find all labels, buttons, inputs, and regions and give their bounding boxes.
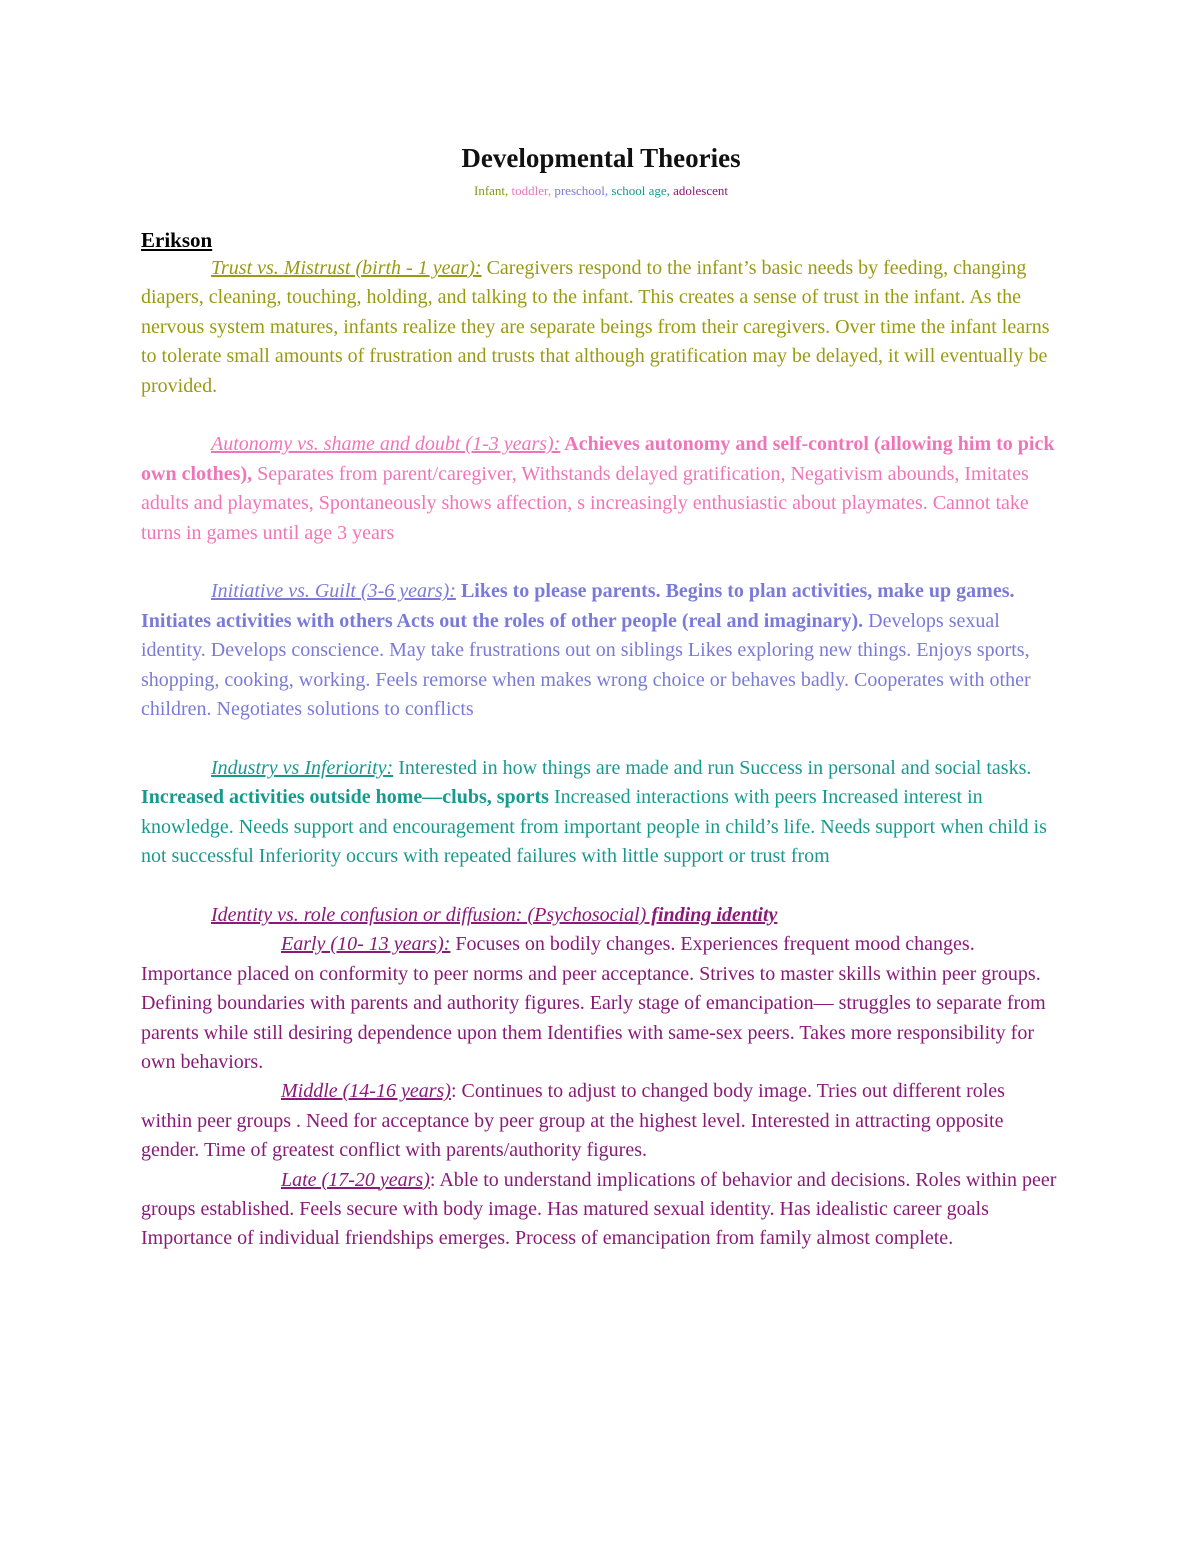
stage-identity-heading-line — [141, 901, 1061, 930]
stage-trust-text: Caregivers respond to the infant’s basic needs by feeding, changing diapers, cleaning, touching, holding, and talking to the infant. This creates a sense of trust in the infant. As the nervous system matures, infants realize they are separate beings from their caregivers. Over time the infant learns to tolerate small amounts of frustration and trusts that although gratification may be delayed, it will eventually be provided. — [141, 257, 1050, 397]
identity-late-paragraph — [141, 1166, 1061, 1254]
document-content — [141, 140, 1061, 1254]
stage-industry-text-b: Increased interactions with peers Increased interest in knowledge. Needs support and encouragement from important people in child’s life. Needs support when child is not successful Inferiority occurs with repeated failures with little support or trust from — [141, 786, 1047, 868]
subtitle-preschool: preschool — [554, 183, 605, 198]
identity-late-heading: Late (17-20 years) — [281, 1168, 430, 1191]
subtitle-separator: , — [666, 183, 674, 198]
identity-early-paragraph — [141, 930, 1061, 1077]
subtitle-separator: , — [547, 183, 555, 198]
stage-identity-heading-bold: finding identity — [646, 903, 778, 926]
stage-industry-text-a: Interested in how things are made and run Success in personal and social tasks. — [393, 756, 1032, 779]
stage-initiative-paragraph — [141, 577, 1061, 724]
identity-early-heading: Early (10- 13 years): — [281, 933, 451, 956]
stage-autonomy-bold-text: Achieves autonomy and self-control (allowing him to pick own clothes), — [141, 433, 1055, 485]
identity-middle-text: : Continues to adjust to changed body image. Tries out different roles within peer groups . Need for acceptance by peer group at the highest level. Interested in attracting opposite gender. Time of greatest conflict with parents/authority figures. — [141, 1080, 1005, 1162]
stage-initiative-heading: Initiative vs. Guilt (3-6 years): — [211, 580, 456, 603]
identity-early-text: Focuses on bodily changes. Experiences frequent mood changes. Importance placed on conformity to peer norms and peer acceptance. Strives to master skills within peer groups. Defining boundaries with parents and authority figures. Early stage of emancipation— struggles to separate from parents while still desiring dependence upon them Identifies with same-sex peers. Takes more responsibility for own behaviors. — [141, 933, 1046, 1073]
identity-middle-paragraph — [141, 1077, 1061, 1165]
stage-identity-heading: Identity vs. role confusion or diffusion: (Psychosocial) — [211, 903, 647, 926]
page-title: Developmental Theories — [461, 143, 741, 173]
stage-trust-heading: Trust vs. Mistrust (birth - 1 year): — [211, 257, 482, 279]
stage-autonomy-text: Separates from parent/caregiver, Withstands delayed gratification, Negativism abounds, Imitates adults and playmates, Spontaneously shows affection, s increasingly enthusiastic about playmates. Cannot take turns in games until age 3 years — [141, 462, 1029, 544]
stage-trust-paragraph — [141, 254, 1061, 401]
stage-industry-paragraph — [141, 754, 1061, 872]
stage-identity-section — [141, 901, 1061, 1254]
subtitle-separator: , — [505, 183, 512, 198]
subtitle-toddler: toddler — [511, 183, 548, 198]
subtitle-infant: Infant — [473, 183, 506, 198]
identity-late-text: : Able to understand implications of behavior and decisions. Roles within peer groups established. Feels secure with body image. Has matured sexual identity. Has idealistic career goals Importance of individual friendships emerges. Process of emancipation from family almost complete. — [141, 1168, 1057, 1250]
theorist-heading: Erikson — [141, 228, 213, 252]
stage-industry-bold-text: Increased activities outside home—clubs, sports — [141, 786, 549, 809]
subtitle-adolescent: adolescent — [673, 183, 728, 198]
stage-autonomy-heading: Autonomy vs. shame and doubt (1-3 years): — [211, 433, 561, 456]
stage-industry-heading: Industry vs Inferiority: — [211, 756, 394, 779]
subtitle-separator: , — [604, 183, 612, 198]
age-groups-subtitle — [141, 182, 1061, 200]
stage-autonomy-paragraph — [141, 430, 1061, 548]
subtitle-school-age: school age — [611, 183, 667, 198]
stage-initiative-bold-text: Likes to please parents. Begins to plan activities, make up games. Initiates activities with others Acts out the roles of other people (real and imaginary). — [141, 580, 1015, 632]
stage-initiative-text: Develops sexual identity. Develops conscience. May take frustrations out on siblings Likes exploring new things. Enjoys sports, shopping, cooking, working. Feels remorse when makes wrong choice or behaves badly. Cooperates with other children. Negotiates solutions to conflicts — [141, 609, 1031, 721]
identity-middle-heading: Middle (14-16 years) — [281, 1080, 451, 1103]
